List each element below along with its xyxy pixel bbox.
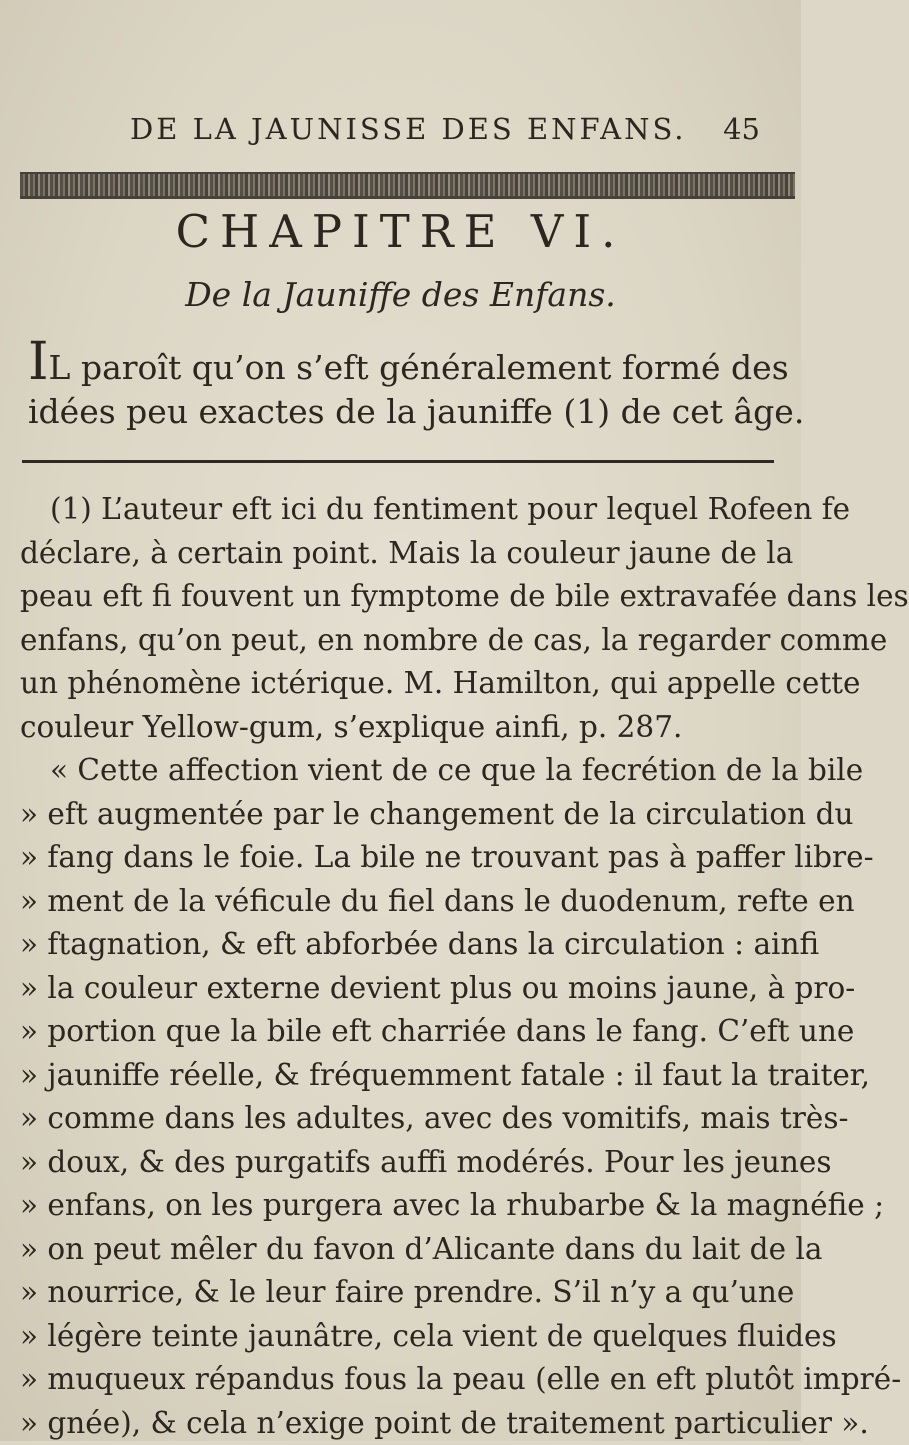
text-line: IL paroît qu’on s’eft généralement formé des [28,340,773,390]
quote-line: » jauniffe réelle, & fréquemment fatale : il faut la traiter, [20,1054,780,1098]
quote-line: » comme dans les adultes, avec des vomitifs, mais très- [20,1097,780,1141]
footnote-line: couleur Yellow-gum, s’explique ainfi, p. 287. [20,706,780,750]
quote-line: » on peut mêler du favon d’Alicante dans du lait de la [20,1228,780,1272]
quote-line: » enfans, on les purgera avec la rhubarbe & la magnéfie ; [20,1184,780,1228]
quote-line: » nourrice, & le leur faire prendre. S’il n’y a qu’une [20,1271,780,1315]
quote-line: » gnée), & cela n’exige point de traitement particulier ». [20,1402,780,1445]
footnote-rule [22,460,774,463]
running-head [130,112,760,146]
footnote-line: déclare, à certain point. Mais la couleur jaune de la [20,532,780,576]
footnote [20,488,780,1445]
main-text [28,340,773,434]
drop-cap: I [28,332,49,392]
quote-line: » muqueux répandus fous la peau (elle en eft plutôt impré- [20,1358,780,1402]
quote-line: » ftagnation, & eft abforbée dans la circulation : ainfi [20,923,780,967]
decorative-band [20,172,795,199]
quote-line: « Cette affection vient de ce que la fecrétion de la bile [20,749,780,793]
quote-line: » la couleur externe devient plus ou moins jaune, à pro- [20,967,780,1011]
footnote-line: peau eft fi fouvent un fymptome de bile extravafée dans les [20,575,780,619]
chapter-subtitle: De la Jauniffe des Enfans. [0,275,801,314]
quote-line: » eft augmentée par le changement de la circulation du [20,793,780,837]
footnote-line: enfans, qu’on peut, en nombre de cas, la regarder comme [20,619,780,663]
quote-line: » légère teinte jaunâtre, cela vient de quelques fluides [20,1315,780,1359]
quote-line: » ment de la véficule du fiel dans le duodenum, refte en [20,880,780,924]
quote-line: » portion que la bile eft charriée dans le fang. C’eft une [20,1010,780,1054]
page-number: 45 [723,112,760,146]
chapter-title: CHAPITRE VI. [0,205,801,258]
text-line: idées peu exactes de la jauniffe (1) de cet âge. [28,390,773,434]
running-head-title: DE LA JAUNISSE DES ENFANS. [130,112,687,146]
quote-line: » fang dans le foie. La bile ne trouvant pas à paffer libre- [20,836,780,880]
quote-line: » doux, & des purgatifs auffi modérés. Pour les jeunes [20,1141,780,1185]
footnote-line: un phénomène ictérique. M. Hamilton, qui appelle cette [20,662,780,706]
footnote-line: (1) L’auteur eft ici du fentiment pour lequel Rofeen fe [20,488,780,532]
